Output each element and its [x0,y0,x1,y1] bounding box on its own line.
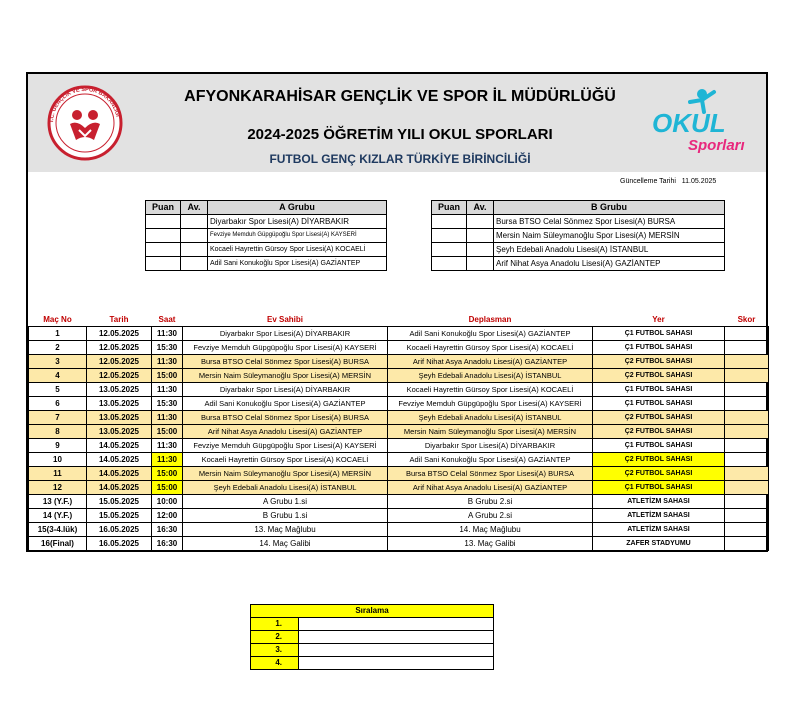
team-cell: Mersin Naim Süleymanoğlu Spor Lisesi(A) MERSİN [494,229,725,243]
okul-sporlari-logo [650,88,766,159]
venue-cell: Ç2 FUTBOL SAHASI [593,425,725,439]
home-team-cell: 14. Maç Galibi [183,537,388,551]
match-no-cell: 10 [29,453,87,467]
date-header: Tarih [87,313,152,327]
home-team-cell: Şeyh Edebali Anadolu Lisesi(A) İSTANBUL [183,481,388,495]
home-team-cell: Diyarbakır Spor Lisesi(A) DİYARBAKIR [183,327,388,341]
table-row [29,369,769,383]
home-team-cell: Mersin Naim Süleymanoğlu Spor Lisesi(A) MERSİN [183,467,388,481]
group-a-title: A Grubu [208,201,387,215]
date-cell: 14.05.2025 [87,439,152,453]
table-row [29,397,769,411]
ranking-row [251,644,494,657]
venue-cell: Ç2 FUTBOL SAHASI [593,453,725,467]
time-cell: 10:00 [152,495,183,509]
date-cell: 14.05.2025 [87,481,152,495]
away-team-cell: 13. Maç Galibi [388,537,593,551]
score-cell [725,453,769,467]
away-team-cell: A Grubu 2.si [388,509,593,523]
table-row [29,327,769,341]
match-no-cell: 1 [29,327,87,341]
group-b-title: B Grubu [494,201,725,215]
table-row [432,215,725,229]
match-no-cell: 5 [29,383,87,397]
home-team-cell: Bursa BTSO Celal Sönmez Spor Lisesi(A) BURSA [183,355,388,369]
score-cell [725,383,769,397]
venue-cell: Ç1 FUTBOL SAHASI [593,327,725,341]
away-team-cell: Arif Nihat Asya Anadolu Lisesi(A) GAZİANTEP [388,355,593,369]
score-cell [725,467,769,481]
venue-cell: ZAFER STADYUMU [593,537,725,551]
venue-cell: ATLETİZM SAHASI [593,523,725,537]
team-cell: Bursa BTSO Celal Sönmez Spor Lisesi(A) BURSA [494,215,725,229]
page-title: AFYONKARAHİSAR GENÇLİK VE SPOR İL MÜDÜRLÜĞÜ [184,88,616,105]
date-cell: 16.05.2025 [87,537,152,551]
match-no-cell: 8 [29,425,87,439]
team-cell: Arif Nihat Asya Anadolu Lisesi(A) GAZİANTEP [494,257,725,271]
time-cell: 15:00 [152,425,183,439]
home-header: Ev Sahibi [183,313,388,327]
table-row [146,215,387,229]
venue-cell: Ç2 FUTBOL SAHASI [593,369,725,383]
away-team-cell: Mersin Naim Süleymanoğlu Spor Lisesi(A) MERSİN [388,425,593,439]
table-row [29,495,769,509]
date-cell: 15.05.2025 [87,495,152,509]
page-subtitle: 2024-2025 ÖĞRETİM YILI OKUL SPORLARI [247,126,553,143]
date-cell: 12.05.2025 [87,355,152,369]
away-team-cell: Fevziye Memduh Güpgüpoğlu Spor Lisesi(A) KAYSERİ [388,397,593,411]
table-row [29,341,769,355]
home-team-cell: Fevziye Memduh Güpgüpoğlu Spor Lisesi(A) KAYSERİ [183,341,388,355]
date-cell: 13.05.2025 [87,383,152,397]
score-cell [725,439,769,453]
score-header: Skor [725,313,769,327]
match-no-cell: 4 [29,369,87,383]
table-row [29,383,769,397]
score-cell [725,509,769,523]
event-title: FUTBOL GENÇ KIZLAR TÜRKİYE BİRİNCİLİĞİ [269,152,531,166]
score-cell [725,523,769,537]
match-no-cell: 6 [29,397,87,411]
table-row [432,257,725,271]
team-cell: Kocaeli Hayrettin Gürsoy Spor Lisesi(A) KOCAELİ [208,243,387,257]
update-date: Güncelleme Tarihi 11.05.2025 [620,178,717,185]
schedule-table [28,313,769,551]
date-cell: 12.05.2025 [87,369,152,383]
away-team-cell: Kocaeli Hayrettin Gürsoy Spor Lisesi(A) KOCAELİ [388,383,593,397]
away-team-cell: Şeyh Edebali Anadolu Lisesi(A) İSTANBUL [388,369,593,383]
date-cell: 14.05.2025 [87,453,152,467]
table-row [432,229,725,243]
match-no-cell: 15(3-4.lük) [29,523,87,537]
time-cell: 15:00 [152,369,183,383]
match-no-cell: 16(Final) [29,537,87,551]
table-row [29,467,769,481]
venue-header: Yer [593,313,725,327]
home-team-cell: Arif Nihat Asya Anadolu Lisesi(A) GAZİANTEP [183,425,388,439]
date-cell: 14.05.2025 [87,467,152,481]
average-header: Av. [181,201,208,215]
table-row [146,243,387,257]
away-team-cell: Kocaeli Hayrettin Gürsoy Spor Lisesi(A) KOCAELİ [388,341,593,355]
home-team-cell: A Grubu 1.si [183,495,388,509]
date-cell: 13.05.2025 [87,411,152,425]
home-team-cell: Mersin Naim Süleymanoğlu Spor Lisesi(A) MERSİN [183,369,388,383]
away-team-cell: Diyarbakır Spor Lisesi(A) DİYARBAKIR [388,439,593,453]
svg-text:T.C. GENÇLİK VE SPOR BAKANLIĞI: T.C. GENÇLİK VE SPOR BAKANLIĞI [48,86,121,124]
date-cell: 16.05.2025 [87,523,152,537]
date-cell: 15.05.2025 [87,509,152,523]
time-cell: 11:30 [152,383,183,397]
group-a-table [145,200,387,271]
table-row [146,257,387,271]
home-team-cell: Adil Sani Konukoğlu Spor Lisesi(A) GAZİANTEP [183,397,388,411]
ranking-position: 3. [251,644,299,657]
home-team-cell: 13. Maç Mağlubu [183,523,388,537]
time-cell: 15:30 [152,341,183,355]
ranking-row [251,618,494,631]
time-cell: 11:30 [152,355,183,369]
venue-cell: Ç1 FUTBOL SAHASI [593,481,725,495]
score-cell [725,369,769,383]
ranking-position: 1. [251,618,299,631]
away-team-cell: Adil Sani Konukoğlu Spor Lisesi(A) GAZİANTEP [388,327,593,341]
match-no-cell: 2 [29,341,87,355]
date-cell: 12.05.2025 [87,327,152,341]
points-header: Puan [432,201,467,215]
score-cell [725,341,769,355]
away-header: Deplasman [388,313,593,327]
ranking-table [250,604,494,670]
table-row [29,481,769,495]
score-cell [725,425,769,439]
ranking-position: 2. [251,631,299,644]
score-cell [725,537,769,551]
average-header: Av. [467,201,494,215]
home-team-cell: B Grubu 1.si [183,509,388,523]
score-cell [725,495,769,509]
time-header: Saat [152,313,183,327]
venue-cell: ATLETİZM SAHASI [593,495,725,509]
date-cell: 13.05.2025 [87,397,152,411]
time-cell: 11:30 [152,439,183,453]
table-row [432,243,725,257]
time-cell: 12:00 [152,509,183,523]
venue-cell: Ç1 FUTBOL SAHASI [593,341,725,355]
score-cell [725,411,769,425]
ministry-emblem-logo [46,84,124,167]
venue-cell: Ç2 FUTBOL SAHASI [593,411,725,425]
time-cell: 11:30 [152,411,183,425]
points-header: Puan [146,201,181,215]
team-cell: Şeyh Edebali Anadolu Lisesi(A) İSTANBUL [494,243,725,257]
ranking-position: 4. [251,657,299,670]
venue-cell: Ç2 FUTBOL SAHASI [593,467,725,481]
away-team-cell: B Grubu 2.si [388,495,593,509]
venue-cell: Ç1 FUTBOL SAHASI [593,383,725,397]
table-row [29,453,769,467]
match-no-cell: 14 (Y.F.) [29,509,87,523]
home-team-cell: Fevziye Memduh Güpgüpoğlu Spor Lisesi(A) KAYSERİ [183,439,388,453]
home-team-cell: Diyarbakır Spor Lisesi(A) DİYARBAKIR [183,383,388,397]
table-row [146,229,387,243]
time-cell: 15:00 [152,467,183,481]
home-team-cell: Bursa BTSO Celal Sönmez Spor Lisesi(A) BURSA [183,411,388,425]
match-no-cell: 7 [29,411,87,425]
match-no-cell: 11 [29,467,87,481]
time-cell: 15:00 [152,481,183,495]
away-team-cell: 14. Maç Mağlubu [388,523,593,537]
venue-cell: Ç1 FUTBOL SAHASI [593,397,725,411]
match-no-cell: 12 [29,481,87,495]
venue-cell: Ç2 FUTBOL SAHASI [593,355,725,369]
table-row [29,509,769,523]
score-cell [725,355,769,369]
score-cell [725,481,769,495]
team-cell: Fevziye Memduh Güpgüpoğlu Spor Lisesi(A) KAYSERİ [208,229,387,243]
home-team-cell: Kocaeli Hayrettin Gürsoy Spor Lisesi(A) KOCAELİ [183,453,388,467]
score-cell [725,327,769,341]
match-no-cell: 13 (Y.F.) [29,495,87,509]
ranking-row [251,631,494,644]
venue-cell: ATLETİZM SAHASI [593,509,725,523]
away-team-cell: Arif Nihat Asya Anadolu Lisesi(A) GAZİANTEP [388,481,593,495]
time-cell: 15:30 [152,397,183,411]
table-row [29,537,769,551]
time-cell: 11:30 [152,327,183,341]
match-no-cell: 9 [29,439,87,453]
time-cell: 11:30 [152,453,183,467]
svg-text:Sporları: Sporları [688,137,745,154]
table-row [29,355,769,369]
table-row [29,425,769,439]
away-team-cell: Bursa BTSO Celal Sönmez Spor Lisesi(A) BURSA [388,467,593,481]
venue-cell: Ç1 FUTBOL SAHASI [593,439,725,453]
ranking-row [251,657,494,670]
date-cell: 12.05.2025 [87,341,152,355]
group-b-table [431,200,725,271]
svg-text:OKUL: OKUL [652,108,726,138]
match-no-header: Maç No [29,313,87,327]
match-no-cell: 3 [29,355,87,369]
date-cell: 13.05.2025 [87,425,152,439]
ranking-title: Sıralama [251,605,494,618]
table-row [29,523,769,537]
score-cell [725,397,769,411]
table-row [29,411,769,425]
away-team-cell: Adil Sani Konukoğlu Spor Lisesi(A) GAZİANTEP [388,453,593,467]
time-cell: 16:30 [152,523,183,537]
team-cell: Diyarbakır Spor Lisesi(A) DİYARBAKIR [208,215,387,229]
away-team-cell: Şeyh Edebali Anadolu Lisesi(A) İSTANBUL [388,411,593,425]
team-cell: Adil Sani Konukoğlu Spor Lisesi(A) GAZİANTEP [208,257,387,271]
table-row [29,439,769,453]
time-cell: 16:30 [152,537,183,551]
